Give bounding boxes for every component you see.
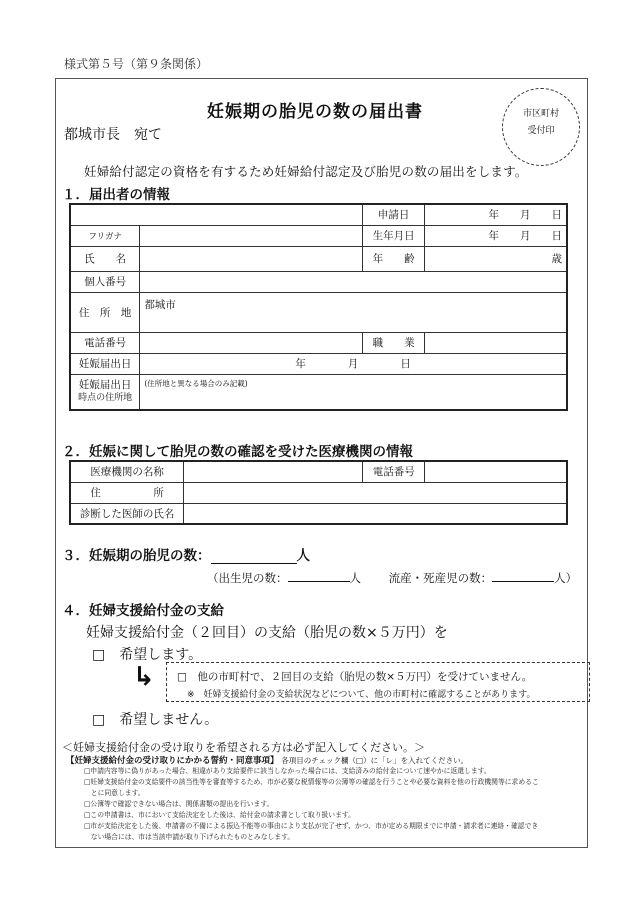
name-field[interactable] <box>140 246 363 271</box>
arrow-icon: ↳ <box>133 662 155 692</box>
sub-note: ※ 妊婦支援給付金の支給状況などについて、他の市町村に確認することがあります。 <box>187 690 536 700</box>
form-number: 様式第５号（第９条関係） <box>64 57 209 71</box>
section4-lead: 妊婦支援給付金（２回目）の支給（胎児の数×５万円）を <box>86 625 448 641</box>
medical-phone-field[interactable] <box>425 461 567 482</box>
medical-address-label: 住 所 <box>70 482 184 503</box>
medical-table <box>69 460 568 525</box>
pledge-item[interactable]: □市が支給決定をした後、申請書の不備による振込不能等の事由により支払が完了せず、かつ、市が定める期限までに申請・請求者に連絡・確認でき <box>84 822 539 830</box>
fetus-count-field[interactable] <box>211 549 297 564</box>
addressee: 都城市長 宛て <box>64 127 162 143</box>
pledge-item[interactable]: □申請内容等に偽りがあった場合、相違があり支給要件に該当しなかった場合には、支給済みの給付金について速やかに返還します。 <box>84 767 491 775</box>
address-label: 住 所 地 <box>70 292 140 332</box>
born-count-field[interactable] <box>288 570 350 582</box>
sub-condition-box <box>166 662 590 702</box>
fetus-count-unit: 人 <box>296 548 310 564</box>
option-no[interactable]: □ 希望しません。 <box>92 712 219 728</box>
job-field[interactable] <box>425 332 567 353</box>
birthdate-label: 生年月日 <box>363 225 425 246</box>
furigana-field[interactable] <box>140 225 363 246</box>
option-yes[interactable]: □ 希望します。 <box>92 647 203 663</box>
application-date-field[interactable]: 年 月 日 <box>425 204 567 225</box>
section3-line <box>62 544 310 564</box>
reception-stamp-circle <box>502 88 580 166</box>
loss-unit: 人） <box>554 571 578 585</box>
pledge-title: 【妊婦支援給付金の受け取りにかかる誓約・同意事項】 <box>66 756 279 766</box>
notes-header: ＜妊婦支援給付金の受け取りを希望される方は必ず記入してください。＞ <box>62 741 425 754</box>
pledge-item-cont: ない場合には、市は当該申請が取り下げられたものとみなします。 <box>84 833 295 841</box>
medical-address-field[interactable] <box>184 482 567 503</box>
sub-check[interactable]: □ 他の市町村で、２回目の支給（胎児の数×５万円）を受けていません。 <box>177 671 533 683</box>
pregnancy-address-field[interactable]: (住所地と異なる場合のみ記載) <box>140 374 567 410</box>
loss-count-field[interactable] <box>492 570 554 582</box>
section3-sub <box>207 570 577 586</box>
furigana-label: フリガナ <box>70 225 140 246</box>
section2-heading: ２．妊娠に関して胎児の数の確認を受けた医療機関の情報 <box>62 444 413 460</box>
applicant-table <box>69 203 568 411</box>
phone-label: 電話番号 <box>70 332 140 353</box>
personal-number-field[interactable] <box>140 271 567 292</box>
pregnancy-address-label-sub: 時点の住所地 <box>78 392 133 403</box>
application-date-label: 申請日 <box>363 204 425 225</box>
name-label: 氏 名 <box>70 246 140 271</box>
medical-phone-label: 電話番号 <box>363 461 425 482</box>
address-field[interactable]: 都城市 <box>140 292 567 332</box>
pledge-item[interactable]: □この申請書は、市において支給決定をした後は、給付金の請求書として取り扱います。 <box>84 811 355 819</box>
pledge-list <box>84 766 584 843</box>
stamp-line1: 市区町村 <box>522 109 559 119</box>
birthdate-field[interactable]: 年 月 日 <box>425 225 567 246</box>
institution-label: 医療機関の名称 <box>70 461 184 482</box>
born-unit: 人 <box>349 571 361 585</box>
age-field[interactable]: 歳 <box>425 246 567 271</box>
born-label: （出生児の数： <box>207 571 288 585</box>
pregnancy-date-field[interactable]: 年 月 日 <box>140 353 567 374</box>
pledge-title-line <box>66 754 468 766</box>
pledge-item-cont: とに同意します。 <box>84 789 145 797</box>
pregnancy-date-label: 妊娠届出日 <box>70 353 140 374</box>
pregnancy-address-label: 妊娠届出日 <box>78 378 132 391</box>
pledge-hint: 各項目のチェック欄（□）に「レ」を入れてください。 <box>281 756 469 765</box>
section4-heading: ４．妊婦支援給付金の支給 <box>62 603 224 619</box>
personal-number-label: 個人番号 <box>70 271 140 292</box>
intro-text: 妊婦給付認定の資格を有するため妊婦給付認定及び胎児の数の届出をします。 <box>84 164 528 179</box>
job-label: 職 業 <box>363 332 425 353</box>
stamp-line2: 受付印 <box>527 126 555 136</box>
doctor-label: 診断した医師の氏名 <box>70 503 184 524</box>
pledge-item[interactable]: □妊婦支援給付金の支給要件の該当性等を審査等するため、市が必要な税情報等の公簿等の確認を行うことや必要な資料を他の行政機関等に求めるこ <box>84 778 539 786</box>
phone-field[interactable] <box>140 332 363 353</box>
section3-heading: ３．妊娠期の胎児の数： <box>62 548 211 564</box>
doctor-field[interactable] <box>184 503 567 524</box>
page-title: 妊娠期の胎児の数の届出書 <box>207 102 423 122</box>
institution-field[interactable] <box>184 461 363 482</box>
pledge-item[interactable]: □公簿等で確認できない場合は、関係書類の提出を行います。 <box>84 800 274 808</box>
section1-heading: １．届出者の情報 <box>62 187 170 203</box>
loss-label: 流産・死産児の数： <box>388 571 493 585</box>
age-label: 年 齢 <box>363 246 425 271</box>
